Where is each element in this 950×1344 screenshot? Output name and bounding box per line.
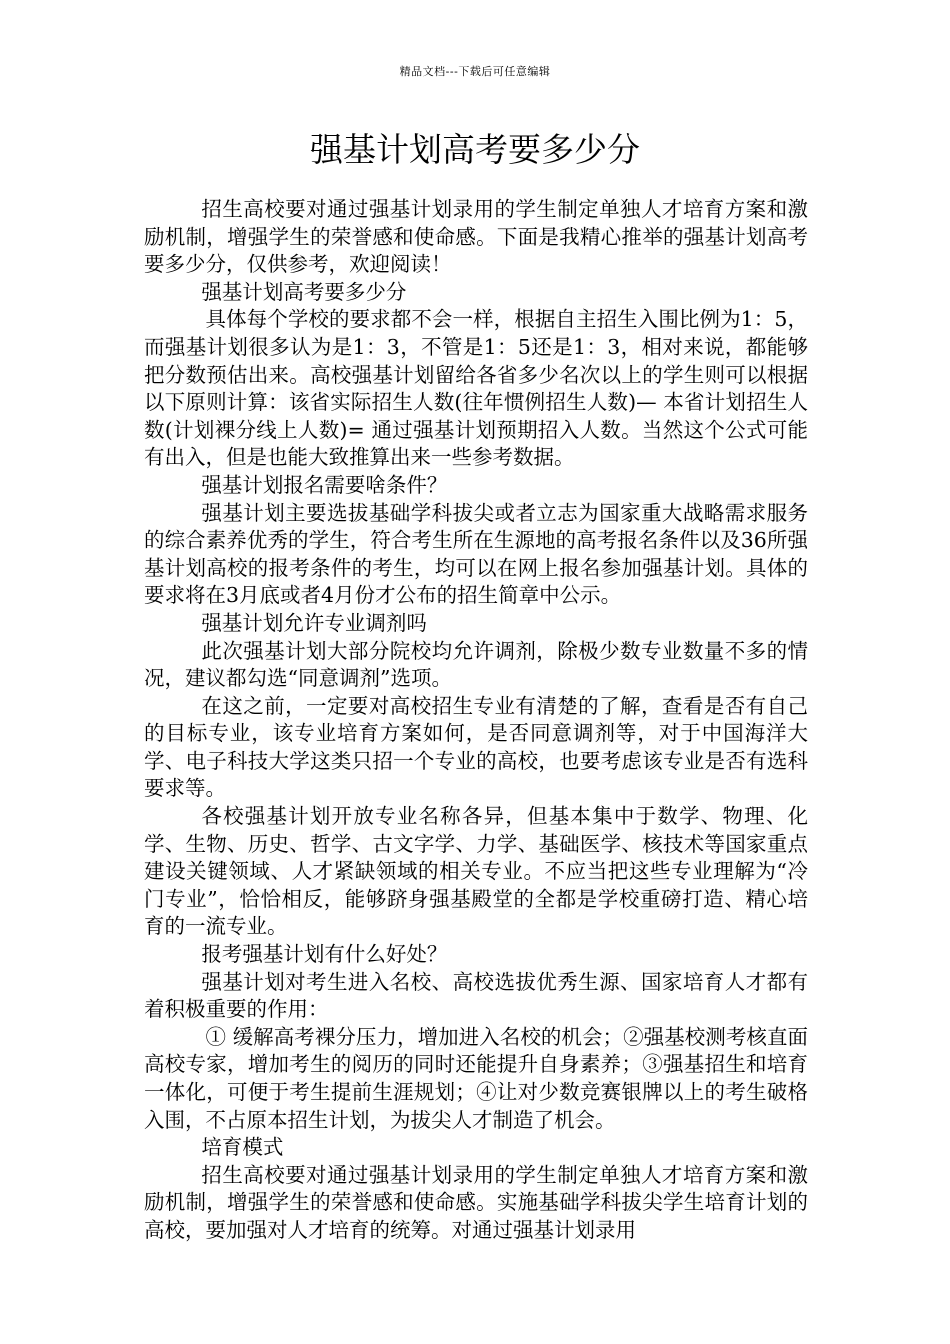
page-header: 精品文档---下载后可任意编辑 bbox=[399, 65, 551, 78]
paragraph-majors: 各校强基计划开放专业名称各异，但基本集中于数学、物理、化学、生物、历史、哲学、古文字学、力学、基础医学、核技术等国家重点建设关键领域、人才紧缺领域的相关专业。不应当把这些专业理解为“冷门专业”，恰恰相反，能够跻身强基殿堂的全都是学校重磅打造、精心培育的一流专业。 bbox=[144, 804, 808, 939]
section-heading-requirements: 强基计划报名需要啥条件？ bbox=[201, 472, 448, 497]
section-heading-training: 培育模式 bbox=[201, 1135, 284, 1160]
paragraph-training: 招生高校要对通过强基计划录用的学生制定单独人才培育方案和激励机制，增强学生的荣誉感和使命感。实施基础学科拔尖学生培育计划的高校，要加强对人才培育的统筹。对通过强基计划录用 bbox=[144, 1162, 808, 1242]
section-heading-benefits: 报考强基计划有什么好处？ bbox=[201, 942, 448, 967]
paragraph-adjustment: 此次强基计划大部分院校均允许调剂，除极少数专业数量不多的情况，建议都勾选“同意调剂”选项。 bbox=[144, 638, 808, 691]
paragraph-requirements: 强基计划主要选拔基础学科拔尖或者立志为国家重大战略需求服务的综合素养优秀的学生，符合考生所在生源地的高考报名条件以及36所强基计划高校的报考条件的考生，均可以在网上报名参加强基计划。具体的要求将在3月底或者4月份才公布的招生简章中公示。 bbox=[144, 500, 808, 608]
paragraph-benefits-list: ① 缓解高考裸分压力，增加进入名校的机会；②强基校测考核直面高校专家，增加考生的阅历的同时还能提升自身素养；③强基招生和培育一体化，可便于考生提前生涯规划；④让对少数竞赛银牌以上的考生破格入围，不占原本招生计划，为拔尖人才制造了机会。 bbox=[144, 1024, 808, 1132]
intro-paragraph: 招生高校要对通过强基计划录用的学生制定单独人才培育方案和激励机制，增强学生的荣誉感和使命感。下面是我精心推举的强基计划高考要多少分，仅供参考，欢迎阅读！ bbox=[144, 197, 808, 277]
document-body bbox=[144, 196, 808, 1245]
paragraph-score-details: 具体每个学校的要求都不会一样，根据自主招生入围比例为1：5，而强基计划很多认为是1：3，不管是1：5还是1：3，相对来说，都能够把分数预估出来。高校强基计划留给各省多少名次以上的学生则可以根据以下原则计算：该省实际招生人数(往年惯例招生人数)— 本省计划招生人数(计划裸分线上人数)= 通过强基计划预期招入人数。当然这个公式可能有出入，但是也能大致推算出来一些参考数据。 bbox=[144, 307, 808, 470]
paragraph-before-apply: 在这之前，一定要对高校招生专业有清楚的了解，查看是否有自己的目标专业，该专业培育方案如何，是否同意调剂等，对于中国海洋大学、电子科技大学这类只招一个专业的高校，也要考虑该专业是否有选科要求等。 bbox=[144, 693, 808, 801]
section-heading-score: 强基计划高考要多少分 bbox=[201, 279, 407, 304]
section-heading-adjustment: 强基计划允许专业调剂吗 bbox=[201, 610, 427, 635]
paragraph-benefits-intro: 强基计划对考生进入名校、高校选拔优秀生源、国家培育人才都有着积极重要的作用： bbox=[144, 969, 808, 1022]
document-title: 强基计划高考要多少分 bbox=[310, 130, 640, 169]
